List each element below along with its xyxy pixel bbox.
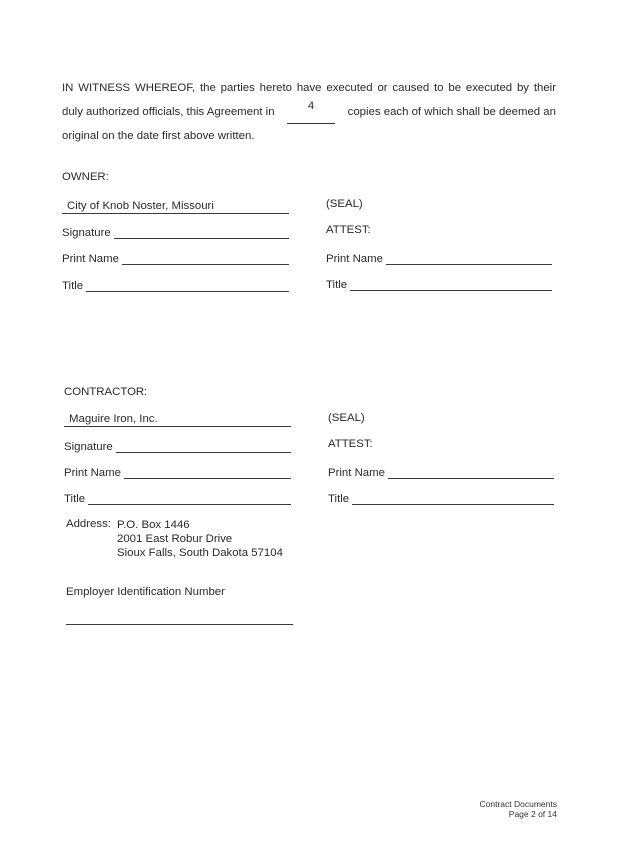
footer-page-number: Page 2 of 14 bbox=[508, 809, 557, 819]
contractor-signature-label: Signature bbox=[64, 441, 113, 453]
owner-signature-field[interactable] bbox=[62, 223, 289, 239]
owner-attest-print-name-label: Print Name bbox=[326, 253, 383, 265]
contractor-attest-print-name-line[interactable] bbox=[388, 466, 554, 479]
contractor-print-name-line[interactable] bbox=[124, 466, 291, 479]
owner-print-name-line[interactable] bbox=[122, 252, 289, 265]
contractor-attest-print-name-label: Print Name bbox=[328, 467, 385, 479]
owner-attest-print-name-field[interactable] bbox=[326, 249, 552, 265]
address-line-1: P.O. Box 1446 bbox=[117, 519, 190, 531]
contractor-heading: CONTRACTOR: bbox=[64, 386, 148, 398]
witness-line-2-start: duly authorized officials, this Agreement in bbox=[62, 106, 275, 118]
owner-signature-line[interactable] bbox=[114, 226, 289, 239]
address-line-2: 2001 East Robur Drive bbox=[117, 533, 233, 545]
contractor-title-line[interactable] bbox=[88, 492, 291, 505]
owner-title-field[interactable] bbox=[62, 276, 289, 292]
contractor-title-label: Title bbox=[64, 493, 86, 505]
contractor-name-field[interactable]: Maguire Iron, Inc. bbox=[64, 412, 291, 427]
witness-line-3: original on the date first above written. bbox=[62, 130, 255, 142]
ein-line[interactable] bbox=[66, 624, 293, 625]
witness-paragraph bbox=[62, 76, 556, 148]
contractor-attest-title-line[interactable] bbox=[352, 492, 554, 505]
owner-title-line[interactable] bbox=[86, 279, 289, 292]
contractor-signature-field[interactable] bbox=[64, 437, 291, 453]
address-line-3: Sioux Falls, South Dakota 57104 bbox=[117, 547, 283, 559]
owner-print-name-label: Print Name bbox=[62, 253, 119, 265]
owner-title-label: Title bbox=[62, 280, 84, 292]
contractor-signature-line[interactable] bbox=[116, 440, 291, 453]
owner-seal: (SEAL) bbox=[326, 198, 363, 210]
owner-attest-title-line[interactable] bbox=[350, 278, 552, 291]
owner-attest-title-label: Title bbox=[326, 279, 348, 291]
owner-attest-title-field[interactable] bbox=[326, 275, 552, 291]
owner-name-field[interactable]: City of Knob Noster, Missouri bbox=[62, 199, 289, 214]
ein-label: Employer Identification Number bbox=[66, 586, 225, 598]
owner-attest-label: ATTEST: bbox=[326, 224, 371, 236]
contractor-print-name-label: Print Name bbox=[64, 467, 121, 479]
contractor-attest-title-field[interactable] bbox=[328, 489, 554, 505]
page-footer bbox=[480, 799, 557, 819]
contractor-print-name-field[interactable] bbox=[64, 463, 291, 479]
contractor-attest-title-label: Title bbox=[328, 493, 350, 505]
owner-heading: OWNER: bbox=[62, 171, 109, 183]
owner-attest-print-name-line[interactable] bbox=[386, 252, 552, 265]
witness-line-1: IN WITNESS WHEREOF, the parties hereto have executed or caused to be executed by their bbox=[62, 82, 556, 94]
address-block bbox=[117, 518, 283, 560]
copies-count[interactable]: 4 bbox=[287, 100, 335, 124]
contractor-attest-label: ATTEST: bbox=[328, 438, 373, 450]
owner-print-name-field[interactable] bbox=[62, 249, 289, 265]
owner-signature-label: Signature bbox=[62, 227, 111, 239]
contractor-attest-print-name-field[interactable] bbox=[328, 463, 554, 479]
contractor-seal: (SEAL) bbox=[328, 412, 365, 424]
footer-doc-title: Contract Documents bbox=[479, 799, 557, 809]
contractor-title-field[interactable] bbox=[64, 489, 291, 505]
address-label: Address: bbox=[66, 518, 111, 530]
witness-line-2-end: copies each of which shall be deemed an bbox=[347, 106, 556, 118]
witness-line-2 bbox=[62, 100, 556, 124]
